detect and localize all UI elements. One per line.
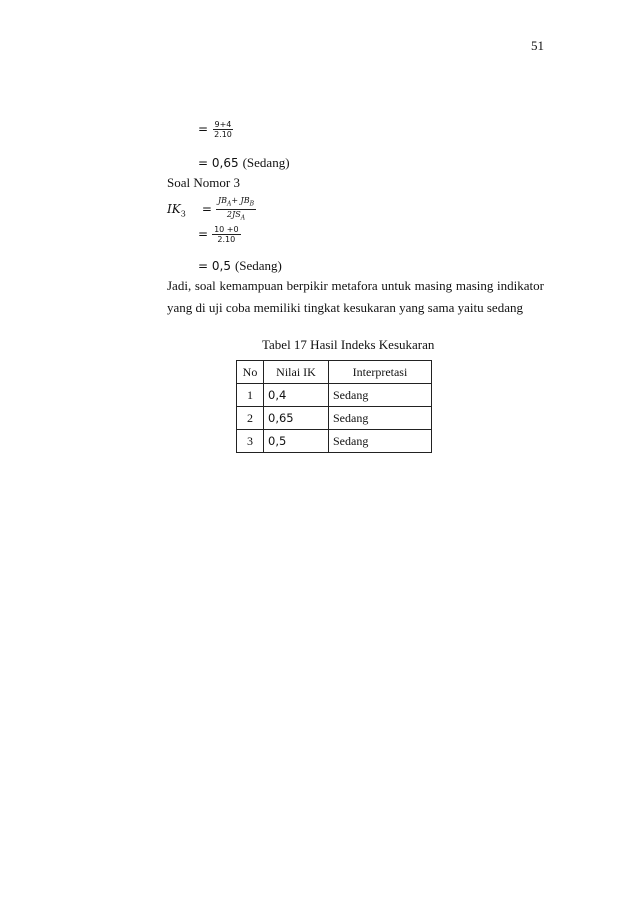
equation-result: (Sedang) xyxy=(242,155,290,170)
cell-interpretasi: Sedang xyxy=(329,384,432,407)
fraction xyxy=(216,196,256,222)
equation-line-4 xyxy=(198,225,241,244)
fraction-denominator: $2JS_A$ xyxy=(226,209,246,222)
question-heading: Soal Nomor 3 xyxy=(167,175,240,190)
table-header-row xyxy=(237,361,432,384)
cell-no: 2 xyxy=(237,407,264,430)
table-row xyxy=(237,407,432,430)
cell-interpretasi: Sedang xyxy=(329,430,432,453)
cell-nilai-ik: 0,65 xyxy=(264,407,329,430)
equals-sign: = xyxy=(198,227,209,242)
equation-line-5 xyxy=(198,257,282,275)
header-nilai-ik: Nilai IK xyxy=(264,361,329,384)
equation-line-2 xyxy=(198,154,290,172)
cell-interpretasi: Sedang xyxy=(329,407,432,430)
equation-value: = 0,65 xyxy=(198,156,239,170)
table-caption: Tabel 17 Hasil Indeks Kesukaran xyxy=(262,337,435,352)
equation-line-3 xyxy=(167,196,256,222)
fraction-numerator: $JB_A+ JB_B$ xyxy=(217,196,255,208)
fraction-numerator: 9+4 xyxy=(214,120,232,129)
cell-nilai-ik: 0,4 xyxy=(264,384,329,407)
equation-value: = 0,5 xyxy=(198,259,231,273)
table-row xyxy=(237,384,432,407)
fraction xyxy=(212,120,234,139)
results-table xyxy=(236,360,432,453)
header-interpretasi: Interpretasi xyxy=(329,361,432,384)
page-number: 51 xyxy=(531,38,544,53)
equals-sign: = xyxy=(201,201,212,216)
paragraph-line-2: yang di uji coba memiliki tingkat kesukaran yang sama yaitu sedang xyxy=(167,300,523,315)
ik-symbol: $IK_3$ xyxy=(167,201,186,219)
fraction-denominator: 2.10 xyxy=(217,235,236,244)
cell-no: 1 xyxy=(237,384,264,407)
table-row xyxy=(237,430,432,453)
paragraph-line-1: Jadi, soal kemampuan berpikir metafora untuk masing masing indikator xyxy=(167,278,544,293)
equals-sign: = xyxy=(198,122,209,137)
cell-nilai-ik: 0,5 xyxy=(264,430,329,453)
equation-line-1 xyxy=(198,120,234,139)
fraction-numerator: 10 +0 xyxy=(214,225,239,234)
fraction xyxy=(212,225,241,244)
fraction-denominator: 2.10 xyxy=(214,130,232,139)
cell-no: 3 xyxy=(237,430,264,453)
header-no: No xyxy=(237,361,264,384)
equation-result: (Sedang) xyxy=(234,258,282,273)
